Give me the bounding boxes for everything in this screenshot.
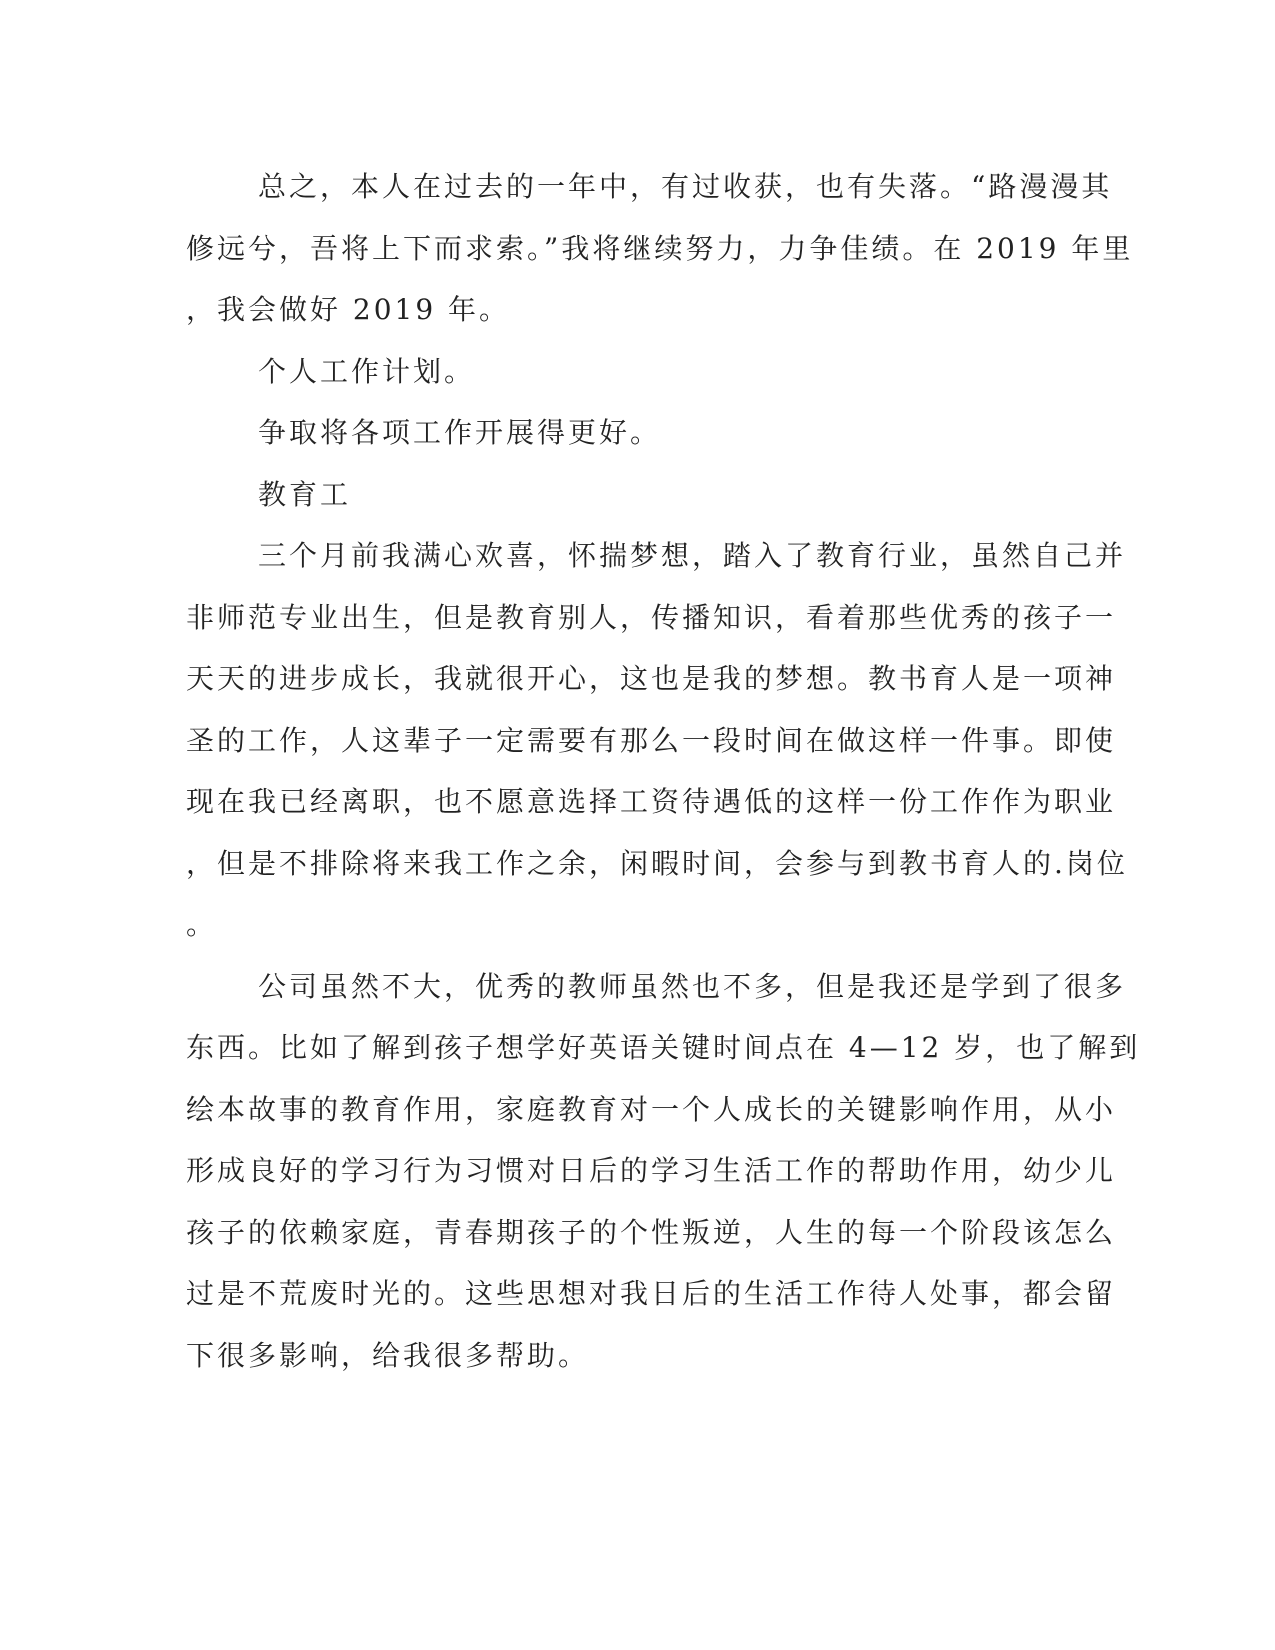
text-line: 过是不荒废时光的。这些思想对我日后的生活工作待人处事，都会留 — [186, 1277, 1117, 1310]
text-line: 总之，本人在过去的一年中，有过收获，也有失落。“路漫漫其 — [258, 170, 1113, 203]
text-line: 教育工 — [258, 477, 352, 511]
text-line: 个人工作计划。 — [258, 354, 476, 388]
text-line: 争取将各项工作开展得更好。 — [258, 416, 662, 449]
text-line: ，我会做好 2019 年。 — [186, 293, 511, 326]
text-line: 公司虽然不大，优秀的教师虽然也不多，但是我还是学到了很多 — [258, 969, 1127, 1003]
text-line: 非师范专业出生，但是教育别人，传播知识，看着那些优秀的孩子一 — [186, 600, 1117, 634]
text-line: 天天的进步成长，我就很开心，这也是我的梦想。教书育人是一项神 — [186, 662, 1117, 695]
text-line: ，但是不排除将来我工作之余，闲暇时间，会参与到教书育人的.岗位 — [186, 846, 1128, 880]
text-line: 形成良好的学习行为习惯对日后的学习生活工作的帮助作用，幼少儿 — [186, 1154, 1117, 1187]
text-line: 圣的工作，人这辈子一定需要有那么一段时间在做这样一件事。即使 — [186, 723, 1117, 757]
text-line: 现在我已经离职，也不愿意选择工资待遇低的这样一份工作作为职业 — [186, 785, 1117, 818]
text-line: 绘本故事的教育作用，家庭教育对一个人成长的关键影响作用，从小 — [186, 1092, 1117, 1126]
text-line: 三个月前我满心欢喜，怀揣梦想，踏入了教育行业，虽然自己并 — [258, 539, 1127, 572]
text-line: 孩子的依赖家庭，青春期孩子的个性叛逆，人生的每一个阶段该怎么 — [186, 1215, 1117, 1249]
text-line: 东西。比如了解到孩子想学好英语关键时间点在 4—12 岁，也了解到 — [186, 1031, 1141, 1064]
text-line: 修远兮，吾将上下而求索。”我将继续努力，力争佳绩。在 2019 年里 — [186, 231, 1134, 265]
text-line: 下很多影响，给我很多帮助。 — [186, 1338, 590, 1372]
document-body — [186, 156, 1141, 1386]
text-line: 。 — [186, 908, 218, 941]
